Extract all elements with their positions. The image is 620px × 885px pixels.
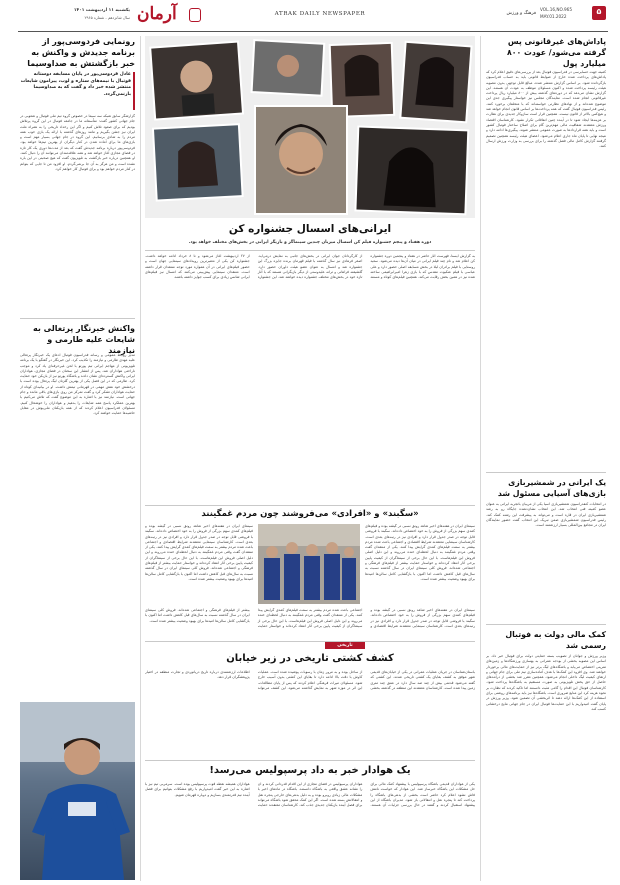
bottom-story-title: کشف کشتی تاریخی در زیر خیابان xyxy=(226,653,394,664)
right-story-1-title: پاداش‌های غیرقانونی پس گرفته می‌شود/ عودت ۸۰۰ میلیارد پول xyxy=(507,37,606,68)
masthead-en-date: MAY.01.2022 xyxy=(540,14,567,19)
logo-text: آرمان xyxy=(137,4,177,24)
right-story-1-body: کمیته جهت حسابرسی در فدراسیون فوتبال بعد از بررسی‌های دقیق اعلام کرد که پاداش‌های پرداخت شده خارج از ضوابط قانونی باید به حساب فدراسیون بازگردانده شود. بر اساس گزارش منتشر شده، مبالغ قابل توجهی بدون مصوبه هیئت رئیسه پرداخت شده و اکنون مسئولان موظف به عودت آن هستند. این گزارش نشان می‌دهد که در دوره‌های گذشته بیش از ۸۰۰ میلیارد ریال پرداخت غیرقانونی انجام شده است. نمایندگان مجلس نیز خواستار پیگیری جدی این موضوع شده‌اند و از نهادهای نظارتی خواسته‌اند که با متخلفان برخورد کنند. رئیس فدراسیون فوتبال گفت که همه پرداخت‌ها بر اساس قانون انجام خواهد شد و هیچ‌کس بالاتر از قانون نیست. همچنین قرار است سازوکار جدیدی برای نظارت بر هزینه‌ها ایجاد شود تا در آینده چنین اتفاقاتی تکرار نشود. کارشناسان اقتصاد ورزش معتقدند شفافیت مالی مهم‌ترین گام برای اصلاح ساختار فوتبال کشور است و باید همه قراردادها به صورت عمومی منتشر شوند. پیگیری‌ها ادامه دارد و نتیجه نهایی تا پایان ماه جاری اعلام می‌شود. اعضای هیئت رئیسه همچنین تصمیم گرفتند گزارش کامل مالی فصل گذشته را برای بررسی به وزارت ورزش ارسال کنند. xyxy=(486,70,606,149)
center-story-body: به گزارش ایسنا، فهرست آثار حاضر در هفتاد و پنجمین دوره جشنواره کن اعلام شد و نام چند فیلم ایرانی در میان آن‌ها دیده می‌شود. سعید روستایی با فیلم برادران لیلا در بخش مسابقه اصلی حضور دارد و علی عباسی با فیلم عنکبوت مقدس که با بازی زهرا امیرابراهیمی ساخته شده نیز در همین بخش رقابت می‌کند. همچنین فیلم‌های کوتاه و مستند از کارگردانان جوان ایرانی در بخش‌های جانبی به نمایش درمی‌آید. اصغر فرهادی نیز سال گذشته با فیلم قهرمان برنده جایزه بزرگ این جشنواره شد و امسال به عنوان عضو هیئت داوران حضور دارد. گلشیفته فراهانی و ترانه علیدوستی از دیگر بازیگرانی هستند که با آثار تازه خود در بخش‌های مختلف جشنواره دیده خواهند شد. این جشنواره از ۲۷ اردیبهشت آغاز می‌شود و تا ۸ خرداد ادامه خواهد داشت. جشنواره کن یکی از معتبرترین رویدادهای سینمایی جهان است و حضور فیلم‌های ایرانی در آن همواره مورد توجه منتقدان قرار داشته است. منتقدان سینمایی پیش‌بینی می‌کنند که امسال نیز فیلم‌های ایرانی شانس زیادی برای کسب جوایز داشته باشند. xyxy=(145,254,475,280)
masthead-date: یکشنبه ۱۱ اردیبهشت ۱۴۰۱ xyxy=(73,8,130,13)
bottom-story-body: باستان‌شناسان در جریان عملیات عمرانی در یکی از خیابان‌های قدیمی شهر موفق به کشف بقایای یک کشتی تاریخی شدند. این کشتی که گفته می‌شود قدمتی بیش از چند صد سال دارد در عمق چند متری زمین پیدا شده است. کارشناسان معتقدند این منطقه در گذشته بخشی از ساحل بوده و به مرور زمان با رسوبات پوشیده شده است. عملیات کاوش با دقت بالا ادامه دارد تا بقایای این کشتی بدون آسیب خارج شود. مسئولان میراث فرهنگی اعلام کردند که پس از پایان مطالعات، این اثر در موزه شهر به نمایش گذاشته می‌شود. این کشف می‌تواند اطلاعات ارزشمندی درباره تاریخ دریانوردی و تجارت منطقه در اختیار پژوهشگران قرار دهد. xyxy=(145,670,475,690)
masthead-issue: سال شانزدهم - شماره ۲۹۶۵ xyxy=(84,15,130,20)
page-number: ۵ xyxy=(596,7,602,16)
section-label: فرهنگ و ورزش xyxy=(506,11,536,16)
logo xyxy=(133,4,199,28)
left-story-1-lead: عادل فردوسی‌پور در پایان مسابقه دوستانه فوتبال با نیمه‌های ستاره و لوب، پیرامون شایعات منتشر شده خبر داد و گفت که به صداوسیما بازنمی‌گردد. xyxy=(20,72,131,98)
right-story-3-body: وزیر ورزش و جوانان از تصویب بسته حمایتی دولت برای فوتبال خبر داد. بر اساس این مصوبه بخشی از بودجه عمرانی به بهسازی ورزشگاه‌ها و زمین‌های تمرینی اختصاص می‌یابد و باشگاه‌های لیگ برتر نیز از حمایت‌های مالی برخوردار خواهند شد. وی افزود این کمک‌ها با هدف آماده‌سازی تیم ملی برای جام جهانی و ارتقای کیفیت لیگ داخلی انجام می‌شود. همچنین مقرر شد بخشی از درآمدهای حاصل از حق پخش تلویزیونی به صورت مستقیم به باشگاه‌ها پرداخت شود. کارشناسان فوتبال این اقدام را گامی مثبت دانستند اما تاکید کردند که نظارت بر نحوه هزینه کرد این منابع ضروری است. باشگاه‌ها نیز باید برنامه‌های روشنی برای استفاده از این کمک‌ها ارائه دهند تا اثربخشی آن تضمین شود. وزیر ورزش در پایان گفت امیدواریم با این حمایت‌ها فوتبال ایران در جام جهانی نتایج درخشانی کسب کند. xyxy=(486,654,606,711)
crime-story-title: «سگبند» و «افرادی» می‌فروشند چون مردم غمگینند xyxy=(201,509,419,519)
masthead xyxy=(0,0,620,32)
newspaper-title: ATRAK DAILY NEWSPAPER xyxy=(274,11,366,17)
center-story-lead: دوره هفتاد و پنجم جشنواره فیلم کن اسسال میزبان چندین سینماگر و بازیگر ایرانی در بخش‌های مختلف خواهد بود. xyxy=(188,240,432,245)
right-story-2-body: در انتخابات کنفدراسیون شمشیربازی آسیا یکی از مربیان باتجربه ایرانی به عنوان عضو کمیته فنی انتخاب شد. این انتخاب نشان‌دهنده جایگاه رو به رشد شمشیربازی ایران در قاره است و می‌تواند به پیشرفت این رشته کمک کند. رئیس فدراسیون شمشیربازی ضمن تبریک این انتخاب گفت حضور نمایندگان ایران در مجامع بین‌المللی بسیار ارزشمند است. xyxy=(486,502,606,528)
bottom-story-2-title: یک هوادار خبر به داد پرسپولیس می‌رسد! xyxy=(209,765,411,776)
crime-story-body-right: سینمای ایران در هفته‌های اخیر شاهد رونق نسبی در گیشه بوده و فیلم‌های کمدی سهم بزرگی از فروش را به خود اختصاص داده‌اند. سگبند با فروشی قابل توجه در صدر جدول قرار دارد و افرادی نیز در رتبه‌های بعدی است. کارشناسان سینمایی معتقدند شرایط اقتصادی و اجتماعی باعث شده مردم بیشتر به سمت فیلم‌های کمدی گرایش پیدا کنند. یکی از منتقدان گفت وقتی مردم غمگینند به دنبال لحظه‌ای خنده می‌روند و این دلیل اصلی فروش این فیلم‌هاست. با این حال برخی از سینماگران از کیفیت پایین برخی آثار انتقاد کرده‌اند و خواستار حمایت بیشتر از فیلم‌های فرهنگی و اجتماعی شده‌اند. فروش کلی سینمای ایران در سال گذشته نسبت به سال‌های قبل کاهش داشت اما اکنون با بازگشایی کامل سالن‌ها امیدها برای بهبود وضعیت بیشتر شده است. xyxy=(365,524,475,581)
crime-story-body-bottom: سینمای ایران در هفته‌های اخیر شاهد رونق نسبی در گیشه بوده و فیلم‌های کمدی سهم بزرگی از فروش را به خود اختصاص داده‌اند. سگبند با فروشی قابل توجه در صدر جدول قرار دارد و افرادی نیز در رتبه‌های بعدی است. کارشناسان سینمایی معتقدند شرایط اقتصادی و اجتماعی باعث شده مردم بیشتر به سمت فیلم‌های کمدی گرایش پیدا کنند. یکی از منتقدان گفت وقتی مردم غمگینند به دنبال لحظه‌ای خنده می‌روند و این دلیل اصلی فروش این فیلم‌هاست. با این حال برخی از سینماگران از کیفیت پایین برخی آثار انتقاد کرده‌اند و خواستار حمایت بیشتر از فیلم‌های فرهنگی و اجتماعی شده‌اند. فروش کلی سینمای ایران در سال گذشته نسبت به سال‌های قبل کاهش داشت اما اکنون با بازگشایی کامل سالن‌ها امیدها برای بهبود وضعیت بیشتر شده است. xyxy=(145,608,475,628)
player-photo xyxy=(20,702,135,880)
crime-story-body: سینمای ایران در هفته‌های اخیر شاهد رونق نسبی در گیشه بوده و فیلم‌های کمدی سهم بزرگی از فروش را به خود اختصاص داده‌اند. سگبند با فروشی قابل توجه در صدر جدول قرار دارد و افرادی نیز در رتبه‌های بعدی است. کارشناسان سینمایی معتقدند شرایط اقتصادی و اجتماعی باعث شده مردم بیشتر به سمت فیلم‌های کمدی گرایش پیدا کنند. یکی از منتقدان گفت وقتی مردم غمگینند به دنبال لحظه‌ای خنده می‌روند و این دلیل اصلی فروش این فیلم‌هاست. با این حال برخی از سینماگران از کیفیت پایین برخی آثار انتقاد کرده‌اند و خواستار حمایت بیشتر از فیلم‌های فرهنگی و اجتماعی شده‌اند. فروش کلی سینمای ایران در سال گذشته نسبت به سال‌های قبل کاهش داشت اما اکنون با بازگشایی کامل سالن‌ها امیدها برای بهبود وضعیت بیشتر شده است. xyxy=(145,524,253,581)
cannes-collage xyxy=(145,36,475,218)
crime-photo xyxy=(258,524,360,604)
collage-illustration xyxy=(145,36,475,218)
center-story-title: ایرانی‌های اسسال جشنواره کن xyxy=(228,223,392,235)
left-story-2-body: مدیر روابط عمومی و رسانه فدراسیون فوتبال ادعای یک خبرنگار پرتغالی علیه مهدی طارمی و نیازمند را تکذیب کرد. این خبرنگار در گفتگو با یک برنامه تلویزیونی از مهاجم ایرانی تیم پورتو با لحن غیرحرفه‌ای یاد کرد و موجب ناراحتی هواداران شد. پس از انتشار این سخنان در فضای مجازی، هواداران ایرانی واکنش گسترده‌ای نشان دادند و باشگاه پورتو نیز از بازیکن خود حمایت کرد. طارمی که در این فصل یکی از بهترین گلزنان لیگ پرتغال بوده است با درخشش خود نقش مهمی در قهرمانی تیمش داشت. او در بیانیه‌ای کوتاه از حمایت هواداران تشکر کرد و گفت تمرکز من روی بازی‌های باقی مانده و جام جهانی است. نیازمند نیز با اشاره به این موضوع گفت که تلاش می‌کنیم با بهترین عملکرد پاسخ همه شایعات را بدهیم و هواداران را خوشحال کنیم. مسئولان فدراسیون اعلام کردند که از همه بازیکنان ملی‌پوش در مقابل حاشیه‌ها حمایت خواهند کرد. xyxy=(20,353,135,416)
left-story-1-body: گزارشگر سابق شبکه سه سیما در خصوص گروه تیم ملی فوتبال و شعوبی در جام جهانی کشور گفت: متأسفانه ما در جامعه فوتبال در این گروه پرتلاش بودیم که برای صعود تلاش کنیم و اگر این رخداد تاریخی را به همراه ملت ایران نیز جشن بگیریم و مانند روزهای گذشته با ارائه یک بازی خوب همه مردم را به شادی برسانیم. این گروه در جام جهانی بسیار مهم است و بازی‌های ما برای آماده شدن در کنار دیگران از بهترین تیم‌ها خواهد بود. فردوسی‌پور درباره برنامه جدیدش گفت که بعد از مدت‌ها دوری یک کار تازه در فضای مجازی آغاز خواهد شد و همه علاقه‌مندان می‌توانند آن را دنبال کنند. او همچنین درباره خبر بازگشت به تلویزیون گفت که هیچ صحبتی در این باره نشده است و من هرگز به آن جا برنمی‌گردم. او افزود من تا جایی که بتوانم در کنار مردم خواهم بود و برای فوتبال کار خواهم کرد. xyxy=(20,114,135,171)
left-story-1-title: رونمایی فردوسی‌پور از برنامه جدیدش و واکنش به خبر بازگشتش به صداوسیما xyxy=(27,37,135,68)
left-story-1-lead-box xyxy=(20,72,135,110)
bottom-story-kicker: تاریخی xyxy=(325,642,365,649)
crime-illustration xyxy=(258,524,360,604)
right-story-3-title: کمک مالی دولت به فوتبال رسمی شد xyxy=(505,630,606,650)
left-story-2-title: واکنش خبرنگار پرتغالی به شایعات علیه طارمی و نیازمند xyxy=(32,324,135,355)
right-story-2-title: یک ایرانی در شمشیربازی بازی‌های آسیایی مسئول شد xyxy=(497,478,606,498)
masthead-vol: VOL.16,NO.965 xyxy=(540,7,572,12)
masthead-rule xyxy=(18,31,608,32)
bottom-story-2-body: یکی از هواداران قدیمی باشگاه پرسپولیس با پیشنهاد کمک مالی برای حل مشکلات این باشگاه خبرساز شد. این هوادار که خواست نامش فاش نشود اعلام کرد حاضر است بخشی از بدهی‌های باشگاه را پرداخت کند تا پنجره نقل و انتقالاتی باز شود. مدیران باشگاه از این پیشنهاد استقبال کردند و گفتند در حال بررسی جزئیات آن هستند. هواداران پرسپولیس در فضای مجازی از این اقدام قدردانی کردند و آن را نشانه عشق واقعی به باشگاه دانستند. باشگاه در ماه‌های اخیر با مشکلات مالی زیادی روبرو بوده و به دلیل بدهی‌های خارجی پنجره نقل و انتقالاتش بسته شده است. اگر این کمک محقق شود باشگاه می‌تواند برای فصل آینده بازیکنان جدیدی جذب کند. کارشناسان معتقدند حمایت هواداران همیشه نقطه قوت پرسپولیس بوده است. سرمربی تیم نیز با اشاره به این خبر گفت امیدواریم با رفع مشکلات بتوانیم برای فصل آینده تیم قدرتمندی بسازیم و دوباره قهرمان شویم. xyxy=(145,782,475,808)
player-illustration xyxy=(20,702,135,880)
